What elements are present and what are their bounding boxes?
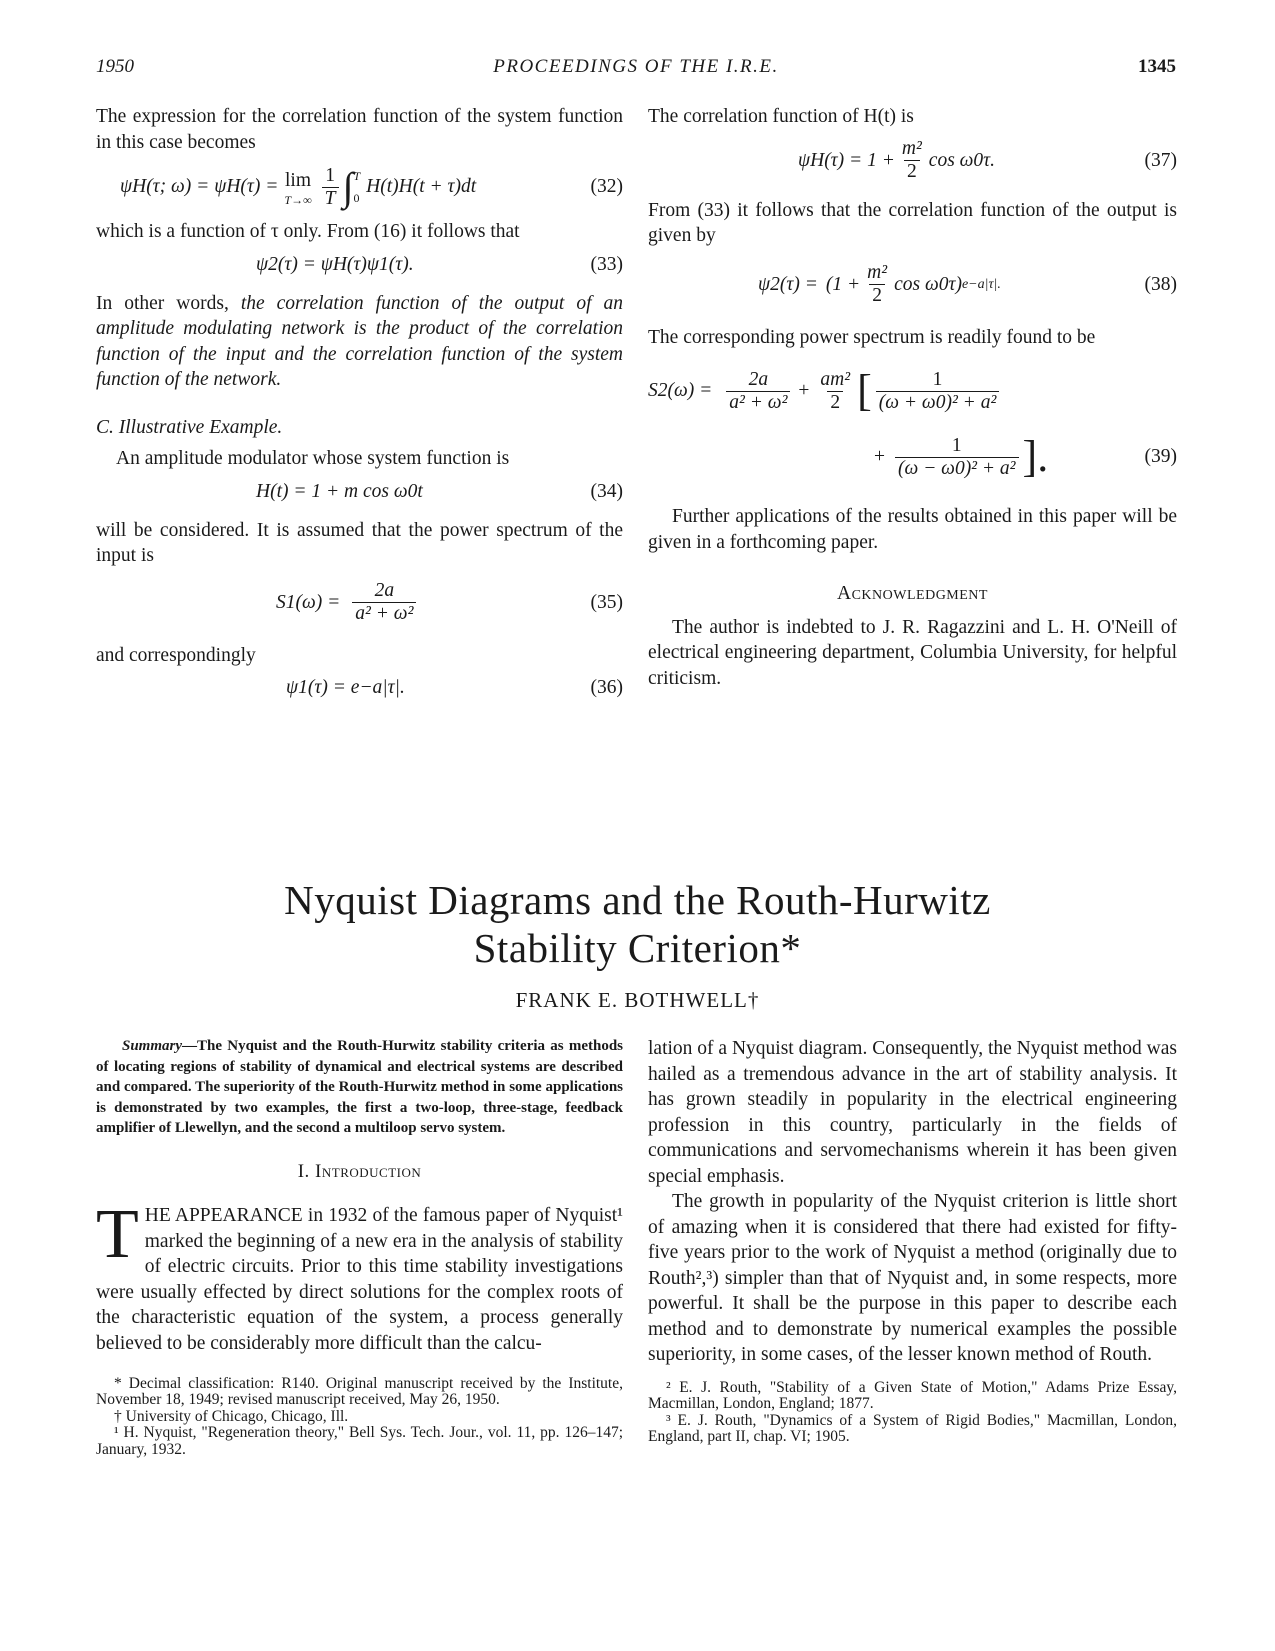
paragraph: Further applications of the results obtained in this paper will be given in a forthcoming paper.	[648, 506, 1177, 553]
right-column-top	[648, 104, 1177, 691]
left-column-bottom	[96, 1036, 623, 1458]
paragraph: will be considered. It is assumed that the power spectrum of the input is	[96, 519, 623, 566]
acknowledgment-heading: Acknowledgment	[837, 583, 988, 604]
header-journal: PROCEEDINGS OF THE I.R.E.	[493, 56, 779, 77]
equation-38: ψ2(τ) = (1 + $\frac{\text{m²}}{2}$ cos ω0τ) e−a|τ|. (38)	[758, 262, 1177, 306]
footnote: * Decimal classification: R140. Original manuscript received by the Institute, November 18, 1949; revised manuscript received, May 26, 1950.	[96, 1374, 623, 1408]
footnotes-right	[648, 1380, 1177, 1446]
drop-cap: T	[96, 1196, 139, 1273]
summary: Summary—The Nyquist and the Routh-Hurwitz stability criteria as methods of locating regions of stability of dynamical and electrical systems are described and compared. The superiority of the Routh-Hurwitz method in some applications is demonstrated by two examples, the first a two-loop, three-stage, feedback amplifier of Llewellyn, and the second a multiloop servo system.	[96, 1038, 623, 1136]
right-column-bottom	[648, 1036, 1177, 1446]
paragraph: The corresponding power spectrum is readily found to be	[648, 326, 1096, 348]
footnotes-left	[96, 1376, 623, 1459]
equation-34: H(t) = 1 + m cos ω0t (34)	[256, 480, 623, 502]
header-year: 1950	[96, 56, 134, 77]
equation-37: ψH(τ) = 1 + $\frac{\text{m²}}{2}$ cos ω0τ. (37)	[798, 138, 1177, 182]
running-header	[96, 56, 1176, 86]
header-page-number: 1345	[1138, 56, 1176, 77]
paragraph: The correlation function of H(t) is	[648, 106, 914, 127]
equation-35: S1(ω) = $\frac{2a}{\text{a² + ω²}}$ (35)	[276, 580, 623, 624]
equation-33: ψ2(τ) = ψH(τ)ψ1(τ). (33)	[256, 253, 623, 275]
subsection-heading: C. Illustrative Example.	[96, 416, 283, 438]
paragraph: The growth in popularity of the Nyquist criterion is little short of amazing when it is considered that there had existed for fifty-five years prior to the work of Nyquist a method (originally due to Routh²,³) simpler than that of Nyquist and, in some respects, more powerful. It shall be the purpose in this paper to describe each method and to demonstrate by numerical examples the possible superiority, in some cases, of the lesser known method of Routh.	[648, 1191, 1177, 1365]
equation-39: S2(ω) = $\frac{2a}{\text{a² + ω²}}$ + $\frac{\text{am²}}{2}$ [ $\frac{1}{\text{(ω + ω0)² + a²}}$ + $\frac{1}{\text{(ω − ω0)² + a²}}$ ]. (39)	[648, 366, 1177, 481]
paragraph: The expression for the correlation function of the system function in this case becomes	[96, 106, 623, 153]
article-title: Nyquist Diagrams and the Routh-Hurwitz Stability Criterion*	[284, 877, 991, 971]
paragraph-emphasis: In other words, the correlation function of the output of an amplitude modulating network is the product of the correlation function of the input and the correlation function of the system function of the network.	[96, 292, 623, 390]
equation-36: ψ1(τ) = e−a|τ|. (36)	[286, 677, 623, 699]
paragraph: lation of a Nyquist diagram. Consequently, the Nyquist method was hailed as a tremendous advance in the art of stability analysis. It has grown steadily in popularity in the electrical engineering profession in this country, particularly in the fields of communications and servomechanisms wherein it has been given special emphasis.	[648, 1038, 1177, 1187]
paragraph: An amplitude modulator whose system function is	[116, 448, 510, 469]
acknowledgment-text: The author is indebted to J. R. Ragazzini and L. H. O'Neill of electrical engineering department, Columbia University, for helpful criticism.	[648, 616, 1177, 689]
paragraph: and correspondingly	[96, 644, 256, 666]
equation-32: ψH(τ; ω) = ψH(τ) = lim T→∞ $\frac{1}{T}$ ∫ T 0 H(t)H(t + τ)dt (32)	[120, 164, 623, 209]
footnote: † University of Chicago, Chicago, Ill.	[114, 1407, 349, 1425]
left-column-top	[96, 104, 623, 708]
paragraph: From (33) it follows that the correlation function of the output is given by	[648, 199, 1177, 246]
section-heading-introduction: I. Introduction	[297, 1160, 422, 1182]
paragraph: which is a function of τ only. From (16) it follows that	[96, 221, 520, 242]
article-author: FRANK E. BOTHWELL†	[515, 988, 760, 1012]
footnote: ¹ H. Nyquist, "Regeneration theory," Bell Sys. Tech. Jour., vol. 11, pp. 126–147; January, 1932.	[96, 1424, 623, 1458]
footnote: ² E. J. Routh, "Stability of a Given State of Motion," Adams Prize Essay, Macmillan, London, England; 1877.	[648, 1378, 1177, 1412]
introduction-paragraph: THE APPEARANCE in 1932 of the famous paper of Nyquist¹ marked the beginning of a new era in the analysis of stability of electric circuits. Prior to this time stability investigations were usually effected by direct solutions for the complex roots of the characteristic equation of the system, a process generally believed to be considerably more difficult than the calcu-	[96, 1196, 623, 1354]
footnote: ³ E. J. Routh, "Dynamics of a System of Rigid Bodies," Macmillan, London, England, part II, chap. VI; 1905.	[648, 1411, 1177, 1445]
